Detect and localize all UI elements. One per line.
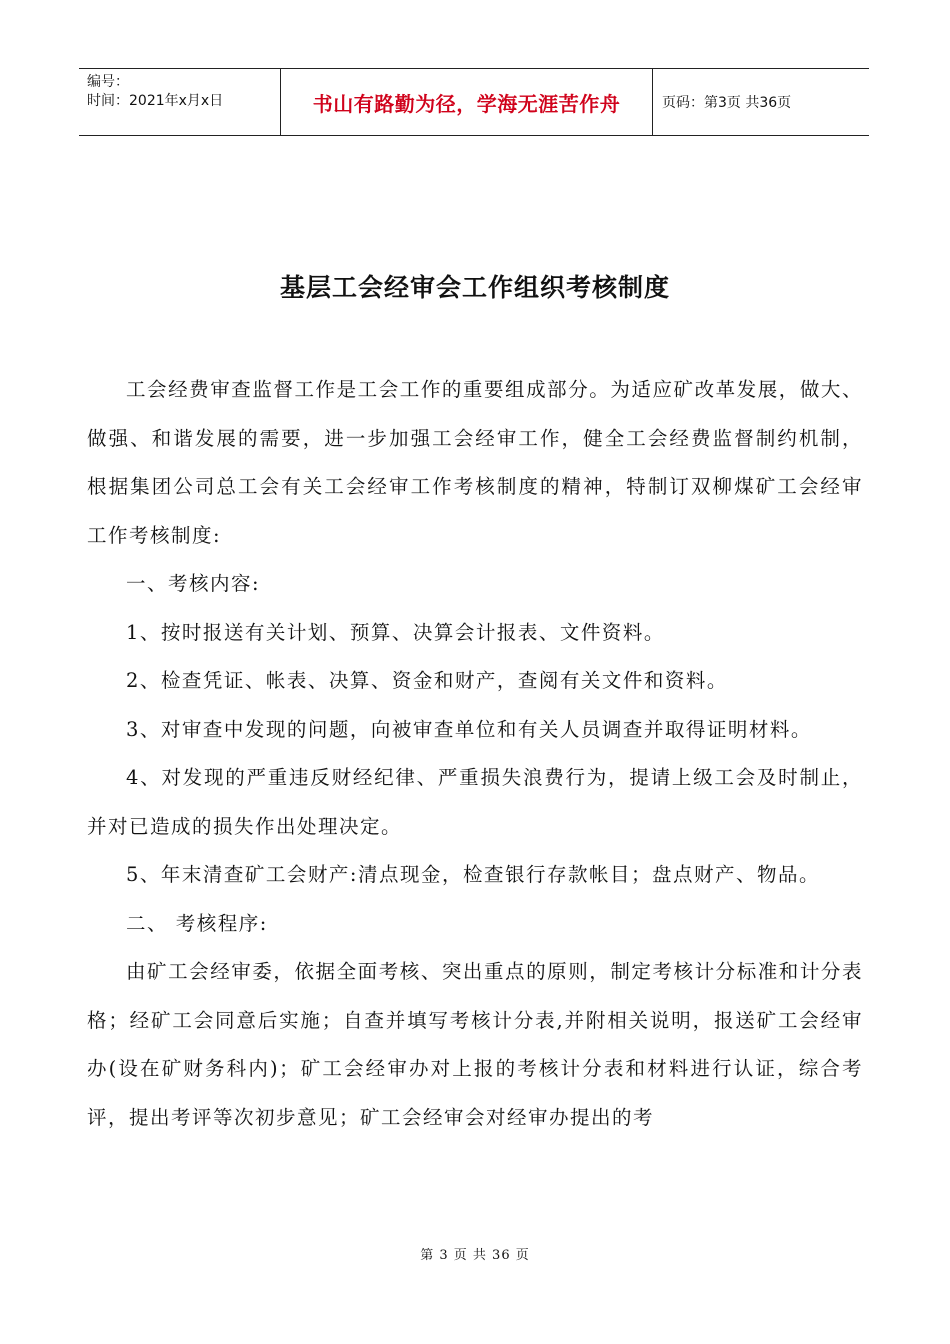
date-label: 时间：2021年x月x日	[87, 93, 224, 109]
section-heading-assessment-content: 一、考核内容:	[126, 572, 261, 595]
header-motto: 书山有路勤为径，学海无涯苦作舟	[312, 91, 621, 116]
list-item-3: 3、对审查中发现的问题，向被审查单位和有关人员调查并取得证明材料。	[126, 717, 812, 741]
list-item-2: 2、检查凭证、帐表、决算、资金和财产，查阅有关文件和资料。	[126, 669, 728, 692]
serial-number-label: 编号：	[87, 74, 129, 90]
list-item-5: 5、年末清查矿工会财产:清点现金，检查银行存款帐目；盘点财产、物品。	[126, 863, 820, 886]
header-page-info: 页码：第3页 共36页	[662, 95, 792, 111]
section-heading-assessment-procedure: 二、 考核程序:	[126, 911, 268, 935]
document-body	[87, 366, 863, 1142]
header-right-cell	[653, 69, 869, 135]
list-item-4: 4、对发现的严重违反财经纪律、严重损失浪费行为，提请上级工会及时制止，并对已造成的损失作出处理决定。	[87, 766, 863, 838]
paragraph-procedure: 由矿工会经审委，依据全面考核、突出重点的原则，制定考核计分标准和计分表格；经矿工会同意后实施；自查并填写考核计分表,并附相关说明，报送矿工会经审办(设在矿财务科内)；矿工会经审办对上报的考核计分表和材料进行认证，综合考评，提出考评等次初步意见；矿工会经审会对经审办提出的考	[87, 960, 863, 1129]
paragraph-intro: 工会经费审查监督工作是工会工作的重要组成部分。为适应矿改革发展，做大、做强、和谐发展的需要，进一步加强工会经审工作，健全工会经费监督制约机制，根据集团公司总工会有关工会经审工作考核制度的精神，特制订双柳煤矿工会经审工作考核制度:	[87, 378, 863, 547]
document-title: 基层工会经审会工作组织考核制度	[279, 273, 670, 302]
header-middle-cell	[281, 69, 653, 135]
page-footer: 第 3 页 共 36 页	[420, 1248, 530, 1263]
document-header-table	[79, 68, 869, 136]
header-left-cell	[79, 69, 281, 135]
list-item-1: 1、按时报送有关计划、预算、决算会计报表、文件资料。	[126, 620, 665, 644]
